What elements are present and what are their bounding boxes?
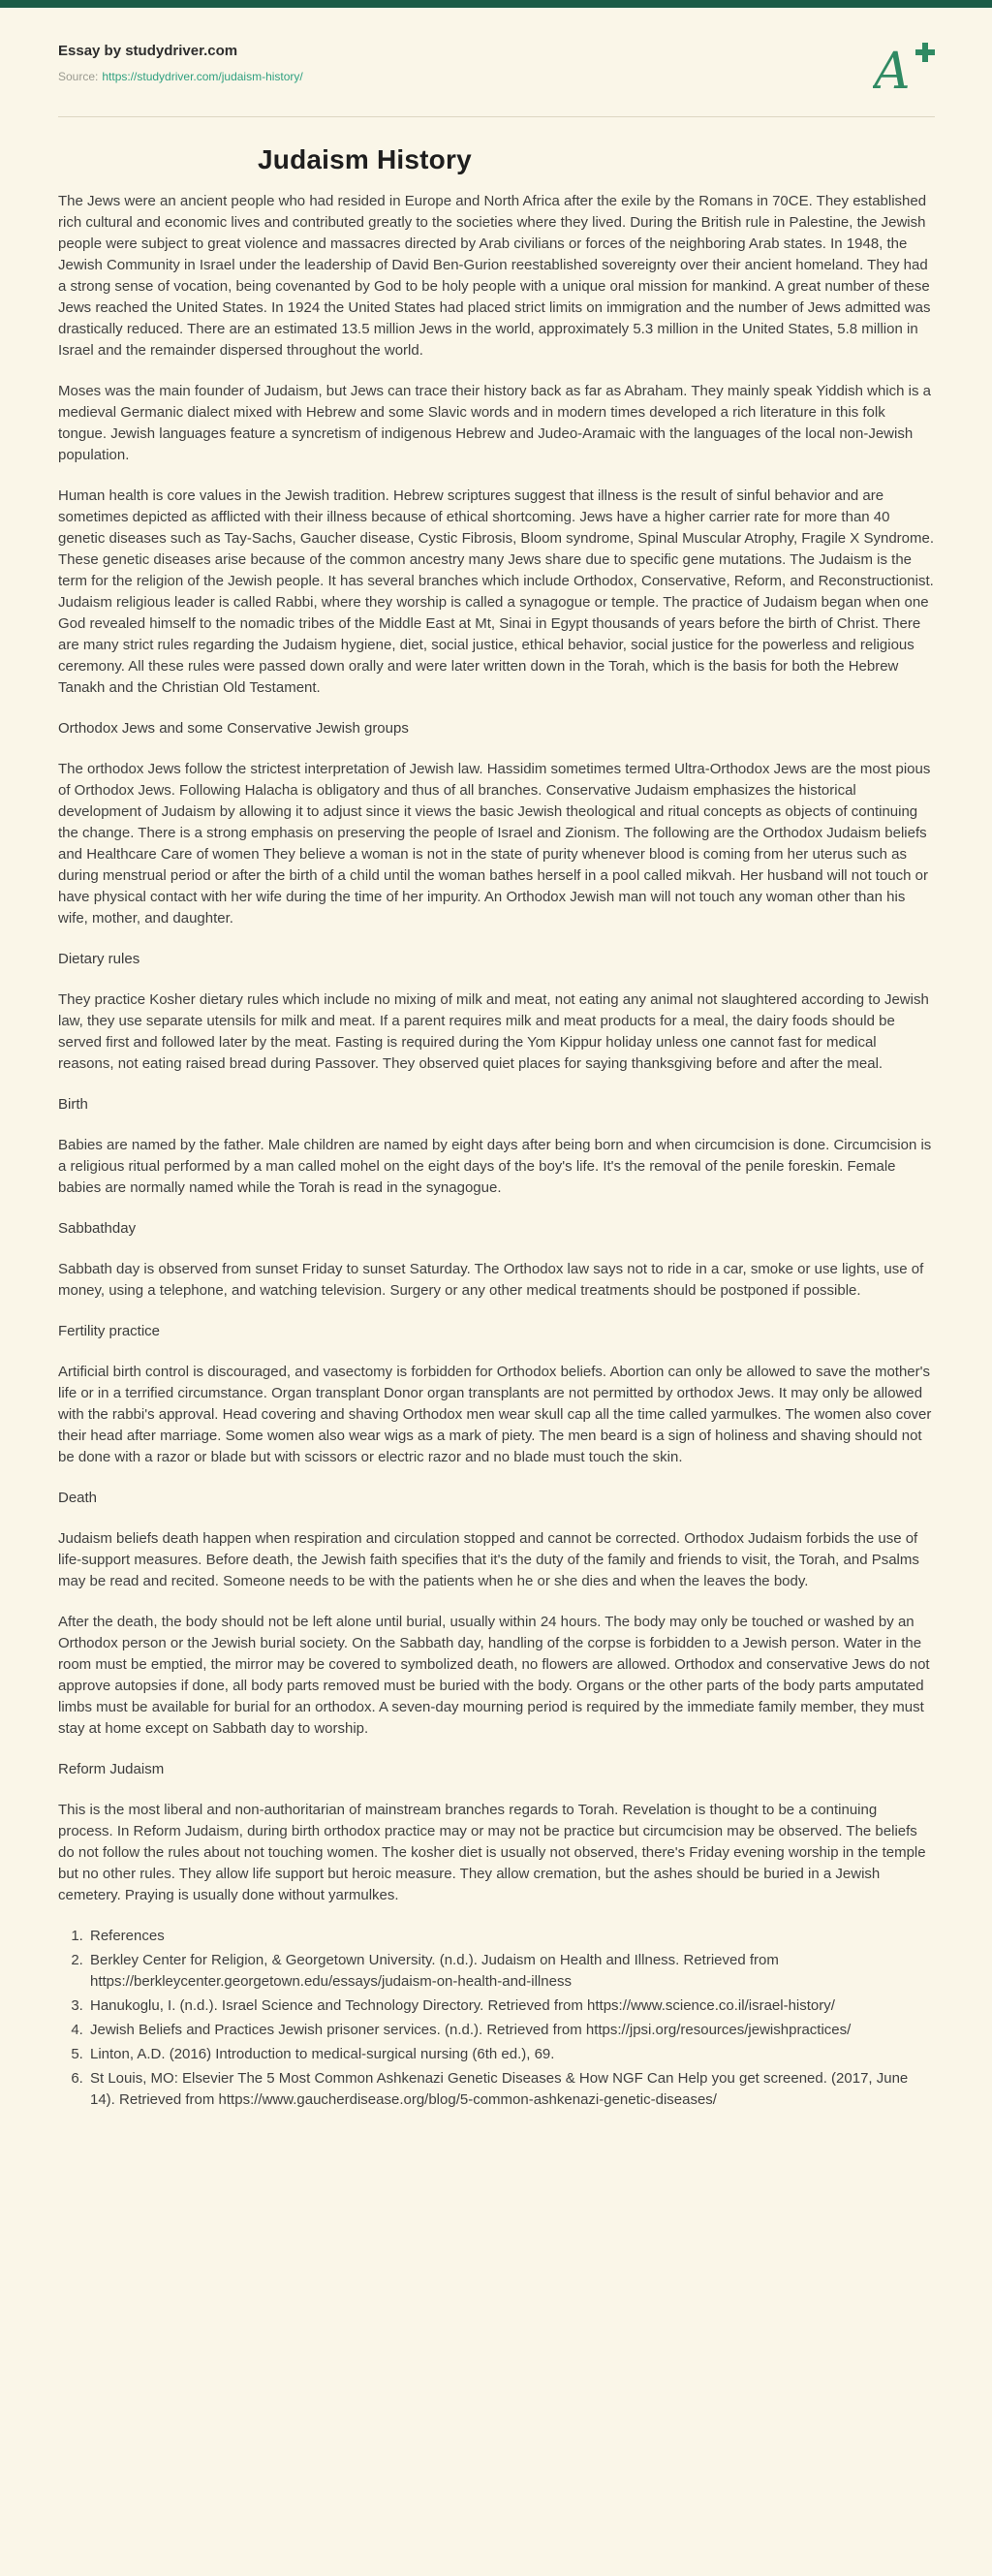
paragraph-fertility-practice: Artificial birth control is discouraged, and vasectomy is forbidden for Orthodox beliefs. Abortion can only be allowed to save the mother's life or in a terrified circumstance. Organ transplant Donor organ transplants are not permitted by orthodox Jews. It may only be allowed with the rabbi's approval. Head covering and shaving Orthodox men wear skull cap all the time called yarmulkes. The women also cover their head after marriage. Some women also wear wigs as a mark of piety. The men beard is a sign of holiness and shaving should not be done with a razor or blade but with scissors or electric razor and no blade must touch the skin. [58,1364,932,1465]
paragraph-death-burial: After the death, the body should not be left alone until burial, usually within 24 hours. The body may only be touched or washed by an Orthodox person or the Jewish burial society. On the Sabbath day, handling of the corpse is forbidden to a Jewish person. Water in the room must be emptied, the mirror may be covered to symbolized death, no flowers are allowed. Orthodox and conservative Jews do not approve autopsies if done, all body parts removed must be buried with the body. Organs or the other parts of the body parts amputated limbs must be available for burial for an orthodox. A seven-day mourning period is required by the immediate family member, they must stay at home except on Sabbath day to worship. [58,1614,930,1737]
reference-item: 3. Hanukoglu, I. (n.d.). Israel Science and Technology Directory. Retrieved from https://www.science.co.il/israel-history/ [87,1995,935,2017]
paragraph-reform-judaism: This is the most liberal and non-authoritarian of mainstream branches regards to Torah. Revelation is thought to be a continuing process. In Reform Judaism, during birth orthodox practice may or may not be practice but circumcision may be observed. The beliefs do not follow the rules about not touching women. The kosher diet is usually not observed, there's Friday evening worship in the temple but no other rules. They allow life support but heroic measure. They allow cremation, but the ashes should be buried in a Jewish cemetery. Praying is usually done without yarmulkes. [58,1802,926,1903]
source-link[interactable]: https://studydriver.com/judaism-history/ [102,70,303,83]
paragraph-intro-history: The Jews were an ancient people who had resided in Europe and North Africa after the exile by the Romans in 70CE. They established rich cultural and economic lives and contributed greatly to the societies where they lived. During the British rule in Palestine, the Jewish people were subject to great violence and massacres directed by Arab civilians or forces of the neighboring Arab states. In 1948, the Jewish Community in Israel under the leadership of David Ben-Gurion reestablished sovereignty over their ancient homeland. They had a strong sense of vocation, being covenanted by God to be holy people with a unique oral mission for mankind. A great number of these Jews reached the United States. In 1924 the United States had placed strict limits on immigration and the number of Jews admitted was drastically reduced. There are an estimated 13.5 million Jews in the world, approximately 5.3 million in the United States, 5.8 million in Israel and the remainder dispersed throughout the world. [58,193,931,359]
logo-letter-a: A [874,43,911,99]
references-list [58,1926,935,2111]
a-plus-logo-icon [873,41,935,99]
plus-icon [915,43,935,62]
source-line [58,70,303,83]
paragraph-birth: Babies are named by the father. Male children are named by eight days after being born and when circumcision is done. Circumcision is a religious ritual performed by a man called mohel on the eight days of the boy's life. It's the removal of the penile foreskin. Female babies are normally named while the Torah is read in the synagogue. [58,1137,932,1196]
section-heading-sabbathday: Sabbathday [58,1220,137,1237]
essay-body [58,191,935,2111]
page-header [58,8,935,117]
paragraph-orthodox-conservative: The orthodox Jews follow the strictest interpretation of Jewish law. Hassidim sometimes termed Ultra-Orthodox Jews are the most pious of Orthodox Jews. Following Halacha is obligatory and thus of all branches. Conservative Judaism emphasizes the historical development of Judaism by allowing it to adjust since it views the basic Jewish theological and ritual concepts as objects of continuing the change. There is a strong emphasis on preserving the people of Israel and Zionism. The following are the Orthodox Judaism beliefs and Healthcare Care of women They believe a woman is not in the state of purity whenever blood is coming from her uterus such as during menstrual period or after the birth of a child until the woman bathes herself in a pool called mikvah. Her husband will not touch or have physical contact with her wife during the time of her impurity. An Orthodox Jewish man will not touch any woman other than his wife, mother, and daughter. [58,761,931,927]
paragraph-dietary-rules: They practice Kosher dietary rules which include no mixing of milk and meat, not eating any animal not slaughtered according to Jewish law, they use separate utensils for milk and meat. If a parent requires milk and meat products for a meal, the dairy foods should be served first and followed later by the meat. Fasting is required during the Yom Kippur holiday unless one cannot fast for medical reasons, not eating raised bread during Passover. They observed quiet places for saying thanksgiving before and after the meal. [58,991,929,1072]
section-heading-birth: Birth [58,1096,88,1113]
paragraph-sabbathday: Sabbath day is observed from sunset Friday to sunset Saturday. The Orthodox law says not to ride in a car, smoke or use lights, use of money, using a telephone, and watching television. Surgery or any other medical treatments should be postponed if possible. [58,1261,924,1299]
section-heading-orthodox-conservative: Orthodox Jews and some Conservative Jewish groups [58,720,409,737]
reference-item: 5. Linton, A.D. (2016) Introduction to medical-surgical nursing (6th ed.), 69. [87,2044,935,2065]
section-heading-dietary-rules: Dietary rules [58,951,140,967]
section-heading-reform-judaism: Reform Judaism [58,1761,165,1777]
document-page [0,8,992,2576]
essay-byline: Essay by studydriver.com [58,43,238,59]
reference-item: 2. Berkley Center for Religion, & Georgetown University. (n.d.). Judaism on Health and Illness. Retrieved from https://berkleycenter.georgetown.edu/essays/judaism-on-health-and-illness [87,1950,935,1993]
reference-item: 1. References [87,1926,935,1947]
reference-item: 6. St Louis, MO: Elsevier The 5 Most Common Ashkenazi Genetic Diseases & How NGF Can Help you get screened. (2017, June 14). Retrieved from https://www.gaucherdisease.org/blog/5-common-ashkenazi-genetic-diseases/ [87,2068,935,2111]
paragraph-moses-language: Moses was the main founder of Judaism, but Jews can trace their history back as far as Abraham. They mainly speak Yiddish which is a medieval Germanic dialect mixed with Hebrew and some Slavic words and in modern times developed a rich literature in this folk tongue. Jewish languages feature a syncretism of indigenous Hebrew and Judeo-Aramaic with the languages of the local non-Jewish population. [58,383,931,463]
source-label: Source: [58,70,99,83]
paragraph-death-beliefs: Judaism beliefs death happen when respiration and circulation stopped and cannot be corrected. Orthodox Judaism forbids the use of life-support measures. Before death, the Jewish faith specifies that it's the duty of the family and friends to visit, the Torah, and Psalms may be read and recited. Someone needs to be with the patients when he or she dies and when the leaves the body. [58,1530,919,1589]
essay-title: Judaism History [258,144,472,174]
section-heading-death: Death [58,1490,98,1506]
paragraph-health-branches: Human health is core values in the Jewish tradition. Hebrew scriptures suggest that illness is the result of sinful behavior and are sometimes depicted as afflicted with their illness because of ethical shortcoming. Jews have a higher carrier rate for more than 40 genetic diseases such as Tay-Sachs, Gaucher disease, Cystic Fibrosis, Bloom syndrome, Spinal Muscular Atrophy, Fragile X Syndrome. These genetic diseases arise because of the common ancestry many Jews share due to specific gene mutations. The Judaism is the term for the religion of the Jewish people. It has several branches which include Orthodox, Conservative, Reform, and Reconstructionist. Judaism religious leader is called Rabbi, where they worship is called a synagogue or temple. The practice of Judaism began when one God revealed himself to the nomadic tribes of the Middle East at Mt, Sinai in Egypt thousands of years before the birth of Christ. There are many strict rules regarding the Judaism hygiene, diet, social justice, ethical behavior, social justice for the powerless and religious ceremony. All these rules were passed down orally and were later written down in the Torah, which is the basis for both the Hebrew Tanakh and the Christian Old Testament. [58,487,935,696]
header-text-block [58,39,303,83]
reference-item: 4. Jewish Beliefs and Practices Jewish prisoner services. (n.d.). Retrieved from https://jpsi.org/resources/jewishpractices/ [87,2020,935,2041]
studydriver-logo [873,41,935,99]
section-heading-fertility-practice: Fertility practice [58,1323,161,1339]
top-accent-bar [0,0,992,8]
